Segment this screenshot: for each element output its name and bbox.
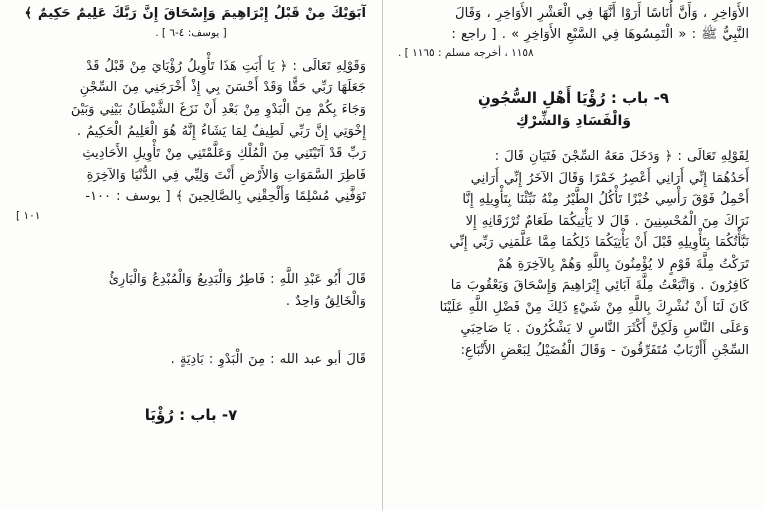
left-para1-line-6: فَاطِرَ السَّمَوَاتِ وَالأَرْضِ أَنْتَ وَلِيِّي فِي الدُّنْيَا وَالآخِرَةِ	[86, 167, 366, 183]
left-para1-reference: ١٠١ ]	[16, 210, 41, 223]
left-chapter-heading: ٧- باب : رُؤْيَا	[144, 405, 238, 424]
right-body-line-1: لِقَوْلِهِ تَعَالَى : ﴿ وَدَخَلَ مَعَهُ السِّجْنَ فَتَيَانِ قَالَ :	[494, 149, 749, 165]
right-body-line-8: كَانَ لَنَا أَنْ نُشْرِكَ بِاللَّهِ مِنْ شَيْءٍ ذَلِكَ مِنْ فَضْلِ اللَّهِ عَلَيْنَا	[439, 299, 749, 315]
left-top-reference: [ يوسف: ٤-٦ ] .	[155, 26, 227, 39]
left-para3: قَالَ أبو عبد الله : مِنَ الْبَدْوِ : بَادِيَةٍ .	[170, 351, 366, 367]
left-para1-line-1: وَقَوْلِهِ تَعَالَى : ﴿ يَا أَبَتِ هَذَا تَأْوِيلُ رُؤْيَايَ مِنْ قَبْلُ قَدْ	[86, 58, 366, 74]
spacer-7	[16, 335, 366, 349]
spacer-1	[398, 62, 749, 76]
spacer-8	[16, 371, 366, 393]
right-body-line-10: السِّجْنِ أَأَرْبَابٌ مُتَفَرِّقُونَ - وَقَالَ الْفُضَيْلُ لِبَعْضِ الأَتْبَاعِ:	[460, 342, 749, 358]
left-top-line-1: آبَوَيْكَ مِنْ قَبْلُ إِبْرَاهِيمَ وَإِسْحَاقَ إِنَّ رَبَّكَ عَلِيمٌ حَكِيمٌ ﴾	[24, 6, 366, 21]
right-body-line-2: أَحَدُهُمَا إِنِّي أَرَانِي أَعْصِرُ خَمْرًا وَقَالَ الآخَرُ إِنِّي أَرَانِي	[470, 170, 749, 186]
right-body-line-3: أَحْمِلُ فَوْقَ رَأْسِي خُبْزًا تَأْكُلُ الطَّيْرُ مِنْهُ نَبِّئْنَا بِتَأْوِيلِهِ إِنَّا	[462, 192, 749, 208]
spacer-4	[16, 225, 366, 247]
left-para1-line-4: إِخْوَتِي إِنَّ رَبِّي لَطِيفٌ لِمَا يَشَاءُ إِنَّهُ هُوَ الْعَلِيمُ الْحَكِيمُ .	[76, 123, 366, 139]
right-body-line-5: نَبَّأْتُكُمَا بِتَأْوِيلِهِ قَبْلَ أَنْ يَأْتِيَكُمَا ذَلِكُمَا مِمَّا عَلَّمَنِي رَبِّي إِنِّي	[449, 235, 749, 251]
right-body-line-6: تَرَكْتُ مِلَّةَ قَوْمٍ لا يُؤْمِنُونَ بِاللَّهِ وَهُمْ بِالآخِرَةِ هُمْ	[496, 256, 749, 272]
right-column	[382, 0, 765, 510]
right-body-line-7: كَافِرُونَ . وَاتَّبَعْتُ مِلَّةَ آبَائِي إِبْرَاهِيمَ وَإِسْحَاقَ وَيَعْقُوبَ مَا	[450, 278, 749, 294]
spacer-3	[16, 42, 366, 56]
right-body-line-9: وَعَلَى النَّاسِ وَلَكِنَّ أَكْثَرَ النَّاسِ لا يَشْكُرُونَ . يَا صَاحِبَيِ	[460, 321, 749, 337]
right-top-line-1: الأَوَاخِرِ ، وَأَنَّ أُنَاسًا أَرَوْا أَنَّهَا فِي الْعَشْرِ الأَوَاخِرِ ، وَقَالَ	[454, 6, 749, 21]
left-para2-line-2: وَالْخَالِقُ وَاحِدٌ .	[285, 293, 366, 309]
right-top-line-2: النَّبِيُّ ﷺ : « الْتَمِسُوهَا فِي السَّبْعِ الأَوَاخِرِ » . [ راجع :	[451, 26, 749, 42]
left-para1-line-5: رَبِّ قَدْ آتَيْتَنِي مِنَ الْمُلْكِ وَعَلَّمْتَنِي مِنْ تَأْوِيلِ الأَحَادِيثِ	[82, 145, 366, 161]
right-chapter-heading: ٩- باب : رُؤْيَا أَهْلِ السُّجُونِ	[477, 89, 670, 108]
left-para2-line-1: قَالَ أَبُو عَبْدِ اللَّهِ : فَاطِرٌ وَالْبَدِيعُ وَالْمُبْدِعُ وَالْبَارِئُ	[108, 272, 366, 288]
left-column	[0, 0, 382, 510]
right-chapter-heading-sub: وَالْفَسَادِ وَالشِّرْكِ	[516, 113, 631, 130]
spacer-6	[16, 313, 366, 335]
right-top-reference: ١١٥٨ ، أخرجه مسلم : ١١٦٥ ] .	[398, 47, 534, 60]
left-para1-line-3: وَجَاءَ بِكُمْ مِنَ الْبَدْوِ مِنْ بَعْدِ أَنْ نَزَغَ الشَّيْطَانُ بَيْنِي وَبَيْنَ	[70, 102, 366, 118]
right-body-line-4: نَرَاكَ مِنَ الْمُحْسِنِينَ . قَالَ لا يَأْتِيكُمَا طَعَامٌ تُرْزَقَانِهِ إِلا	[465, 213, 749, 229]
left-para1-line-2: جَعَلَهَا رَبِّي حَقًّا وَقَدْ أَحْسَنَ بِي إِذْ أَخْرَجَنِي مِنَ السِّجْنِ	[79, 80, 366, 96]
left-para1-line-7: تَوَفَّنِي مُسْلِمًا وَأَلْحِقْنِي بِالصَّالِحِينَ ﴾ [ يوسف : ١٠٠-	[85, 189, 366, 205]
spacer-2	[398, 132, 749, 146]
spacer-5	[16, 247, 366, 269]
